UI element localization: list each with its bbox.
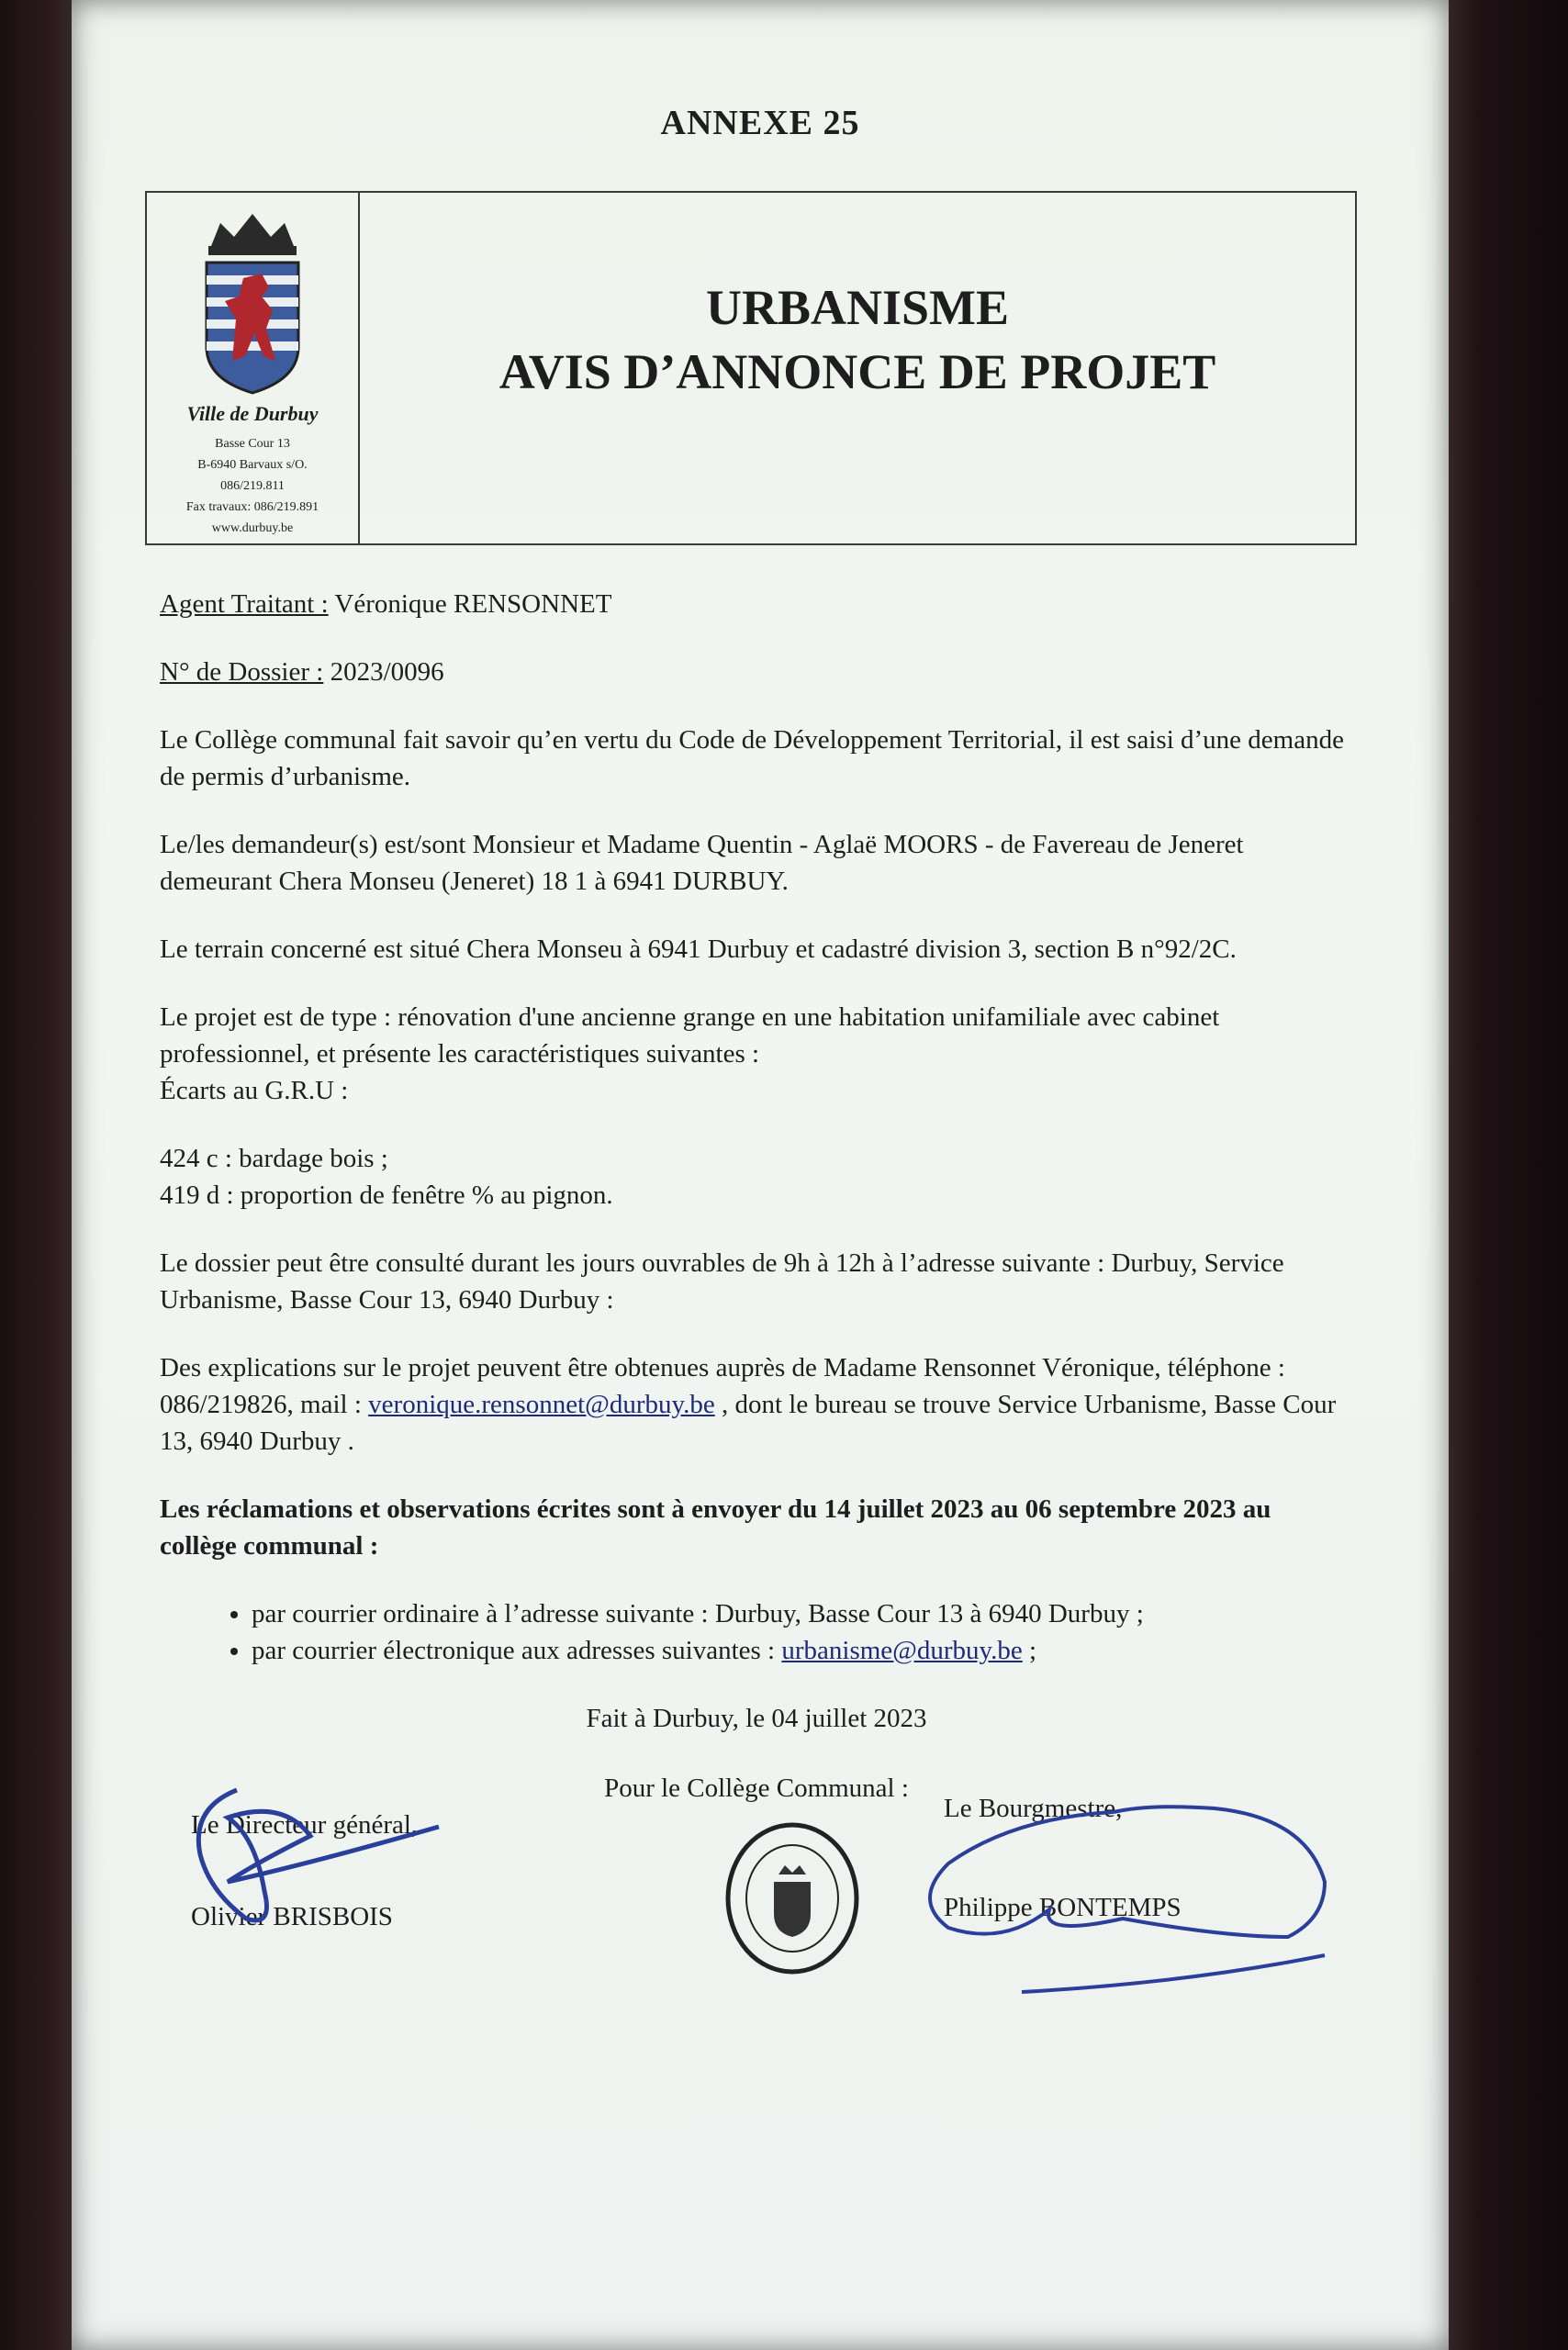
- city-address: [147, 433, 358, 539]
- municipal-seal-icon: [719, 1818, 866, 1978]
- header-box: [145, 191, 1357, 545]
- city-line: www.durbuy.be: [211, 521, 294, 535]
- paragraph-contact: [160, 1349, 1353, 1460]
- dossier-line: [160, 654, 1353, 690]
- notice-sheet: [72, 0, 1449, 2350]
- bullet-email-end: ;: [1022, 1636, 1037, 1665]
- ecart-item: 419 d : proportion de fenêtre % au pignon.: [160, 1181, 613, 1210]
- photo-frame-right: [1439, 0, 1568, 2350]
- date-line: Fait à Durbuy, le 04 juillet 2023: [586, 1704, 927, 1733]
- notice-body: [160, 586, 1353, 1840]
- bullet-email-text: par courrier électronique aux adresses suivantes :: [252, 1636, 782, 1665]
- director-title: Le Directeur général,: [191, 1810, 419, 1840]
- agent-label: Agent Traitant :: [160, 589, 329, 619]
- urbanisme-email-link[interactable]: urbanisme@durbuy.be: [781, 1636, 1023, 1665]
- ecarts-list: [160, 1140, 1353, 1214]
- mayor-title: Le Bourgmestre,: [944, 1794, 1123, 1823]
- city-line: 086/219.811: [220, 479, 285, 493]
- paragraph-project: [160, 999, 1353, 1109]
- title-line-2: AVIS D’ANNONCE DE PROJET: [498, 344, 1216, 399]
- document-title: [360, 275, 1355, 404]
- project-type: Le projet est de type : rénovation d'une ancienne grange en une habitation unifamiliale avec cabinet professionnel, et présente les caractéristiques suivantes :: [160, 1002, 1220, 1069]
- photo-frame-left: [0, 0, 83, 2350]
- ecart-item: 424 c : bardage bois ;: [160, 1144, 388, 1173]
- annexe-label: ANNEXE 25: [660, 104, 860, 142]
- contact-text: Des explications sur le projet peuvent être obtenues auprès de Madame Rensonnet Véronique, téléphone : 086/219826, mail :: [160, 1353, 1285, 1419]
- mayor-name: Philippe BONTEMPS: [944, 1893, 1182, 1922]
- dossier-value: 2023/0096: [323, 657, 444, 687]
- agent-line: [160, 586, 1353, 622]
- paragraph-terrain: Le terrain concerné est situé Chera Monseu à 6941 Durbuy et cadastré division 3, section B n°92/2C.: [160, 934, 1237, 964]
- director-name: Olivier BRISBOIS: [191, 1902, 393, 1931]
- bullet-postal: • par courrier ordinaire à l’adresse suivante : Durbuy, Basse Cour 13 à 6940 Durbuy ;: [252, 1595, 1353, 1632]
- logo-cell: [147, 193, 360, 543]
- title-line-1: URBANISME: [705, 280, 1010, 335]
- paragraph-consultation: Le dossier peut être consulté durant les jours ouvrables de 9h à 12h à l’adresse suivante : Durbuy, Service Urbanisme, Basse Cour 13, 6940 Durbuy :: [160, 1248, 1284, 1315]
- signature-mayor: [944, 1790, 1182, 1926]
- signature-director: [191, 1807, 418, 1935]
- dossier-label: N° de Dossier :: [160, 657, 324, 687]
- college-line: Pour le Collège Communal :: [604, 1774, 909, 1803]
- agent-email-link[interactable]: veronique.rensonnet@durbuy.be: [368, 1390, 715, 1419]
- paragraph-reclamations: Les réclamations et observations écrites sont à envoyer du 14 juillet 2023 au 06 septembre 2023 au collège communal :: [160, 1494, 1271, 1561]
- city-line: B-6940 Barvaux s/O.: [197, 458, 308, 472]
- durbuy-crest-icon: [197, 209, 308, 402]
- paragraph-applicant: Le/les demandeur(s) est/sont Monsieur et Madame Quentin - Aglaë MOORS - de Favereau de Jeneret demeurant Chera Monseu (Jeneret) 18 1 à 6941 DURBUY.: [160, 830, 1244, 896]
- agent-value: Véronique RENSONNET: [328, 589, 612, 619]
- ecarts-label: Écarts au G.R.U :: [160, 1076, 349, 1105]
- bullet-email: [252, 1632, 1353, 1669]
- submission-methods: [160, 1595, 1353, 1669]
- paragraph-code: Le Collège communal fait savoir qu’en vertu du Code de Développement Territorial, il est saisi d’une demande de permis d’urbanisme.: [160, 725, 1344, 791]
- contact-text-end: , dont le bureau se trouve Service Urbanisme, Basse Cour 13, 6940 Durbuy .: [160, 1390, 1337, 1456]
- city-line: Fax travaux: 086/219.891: [185, 500, 319, 514]
- city-name: Ville de Durbuy: [186, 402, 319, 425]
- city-line: Basse Cour 13: [215, 437, 290, 451]
